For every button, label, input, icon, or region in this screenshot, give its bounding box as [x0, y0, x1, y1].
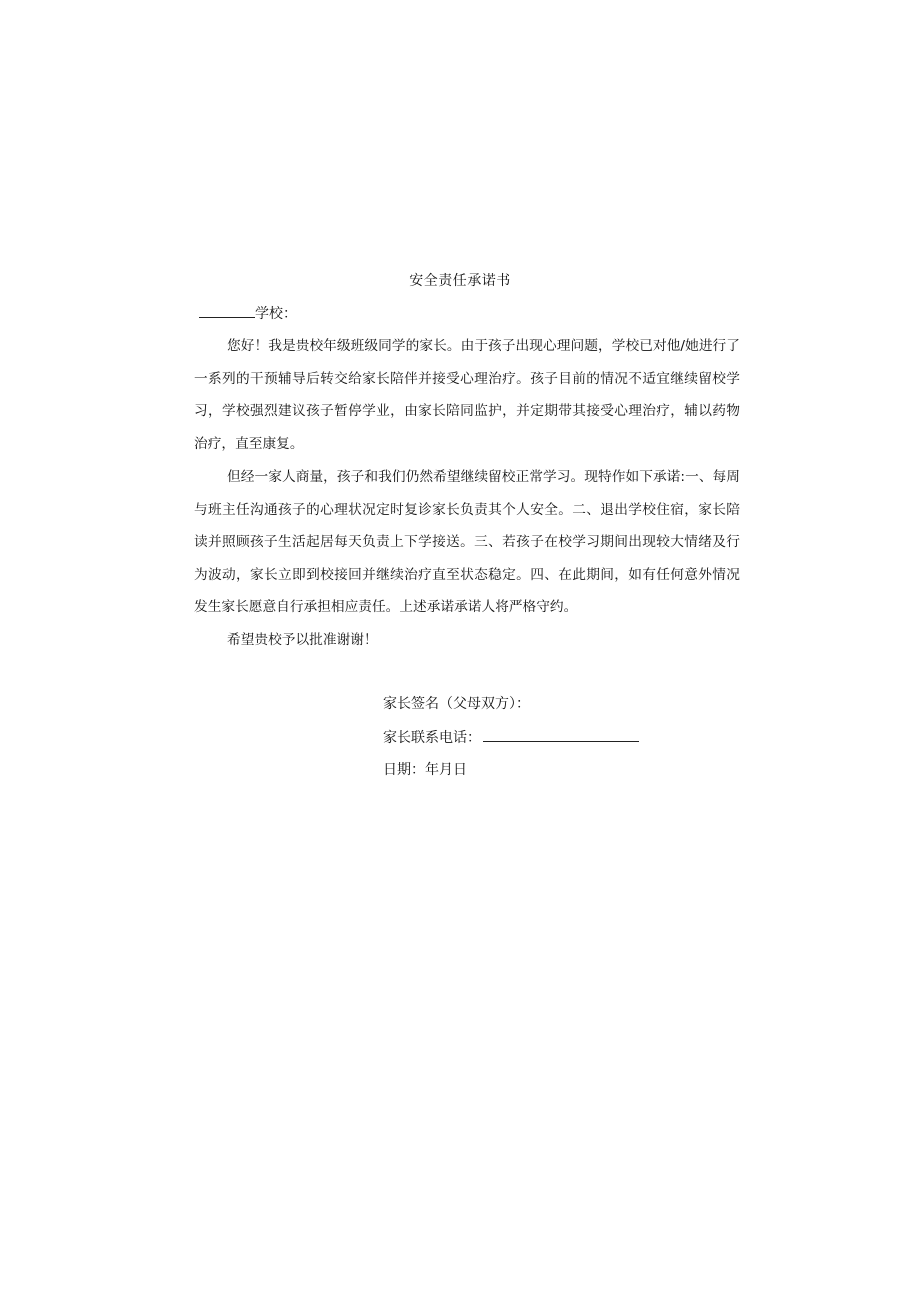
parent-phone-label: 家长联系电话： [383, 730, 481, 746]
parents-signature-line [383, 694, 530, 714]
school-name-blank [199, 303, 255, 318]
paragraph-intro: 您好！我是贵校年级班级同学的家长。由于孩子出现心理问题，学校已对他/她进行了一系列的干预辅导后转交给家长陪伴并接受心理治疗。孩子目前的情况不适宜继续留校学习，学校强烈建议孩子暂停学业，由家长陪同监护，并定期带其接受心理治疗，辅以药物治疗，直至康复。 [194, 338, 740, 452]
paragraph-commitments: 但经一家人商量，孩子和我们仍然希望继续留校正常学习。现特作如下承诺:一、每周与班主任沟通孩子的心理状况定时复诊家长负责其个人安全。二、退出学校住宿，家长陪读并照顾孩子生活起居每天负责上下学接送。三、若孩子在校学习期间出现较大情绪及行为波动，家长立即到校接回并继续治疗直至状态稳定。四、在此期间，如有任何意外情况发生家长愿意自行承担相应责任。上述承诺承诺人将严格守约。 [194, 469, 740, 615]
parent-phone-blank [483, 727, 639, 742]
parents-signature-label: 家长签名（父母双方）： [383, 696, 530, 712]
date-label: 日期：年月日 [383, 762, 467, 778]
date-line [383, 760, 467, 780]
document-title: 安全责任承诺书 [409, 273, 511, 289]
salutation-text: 学校： [255, 306, 297, 322]
paragraph-closing: 希望贵校予以批准谢谢！ [227, 632, 378, 648]
salutation-line [199, 303, 297, 324]
parent-phone-line [383, 727, 639, 748]
